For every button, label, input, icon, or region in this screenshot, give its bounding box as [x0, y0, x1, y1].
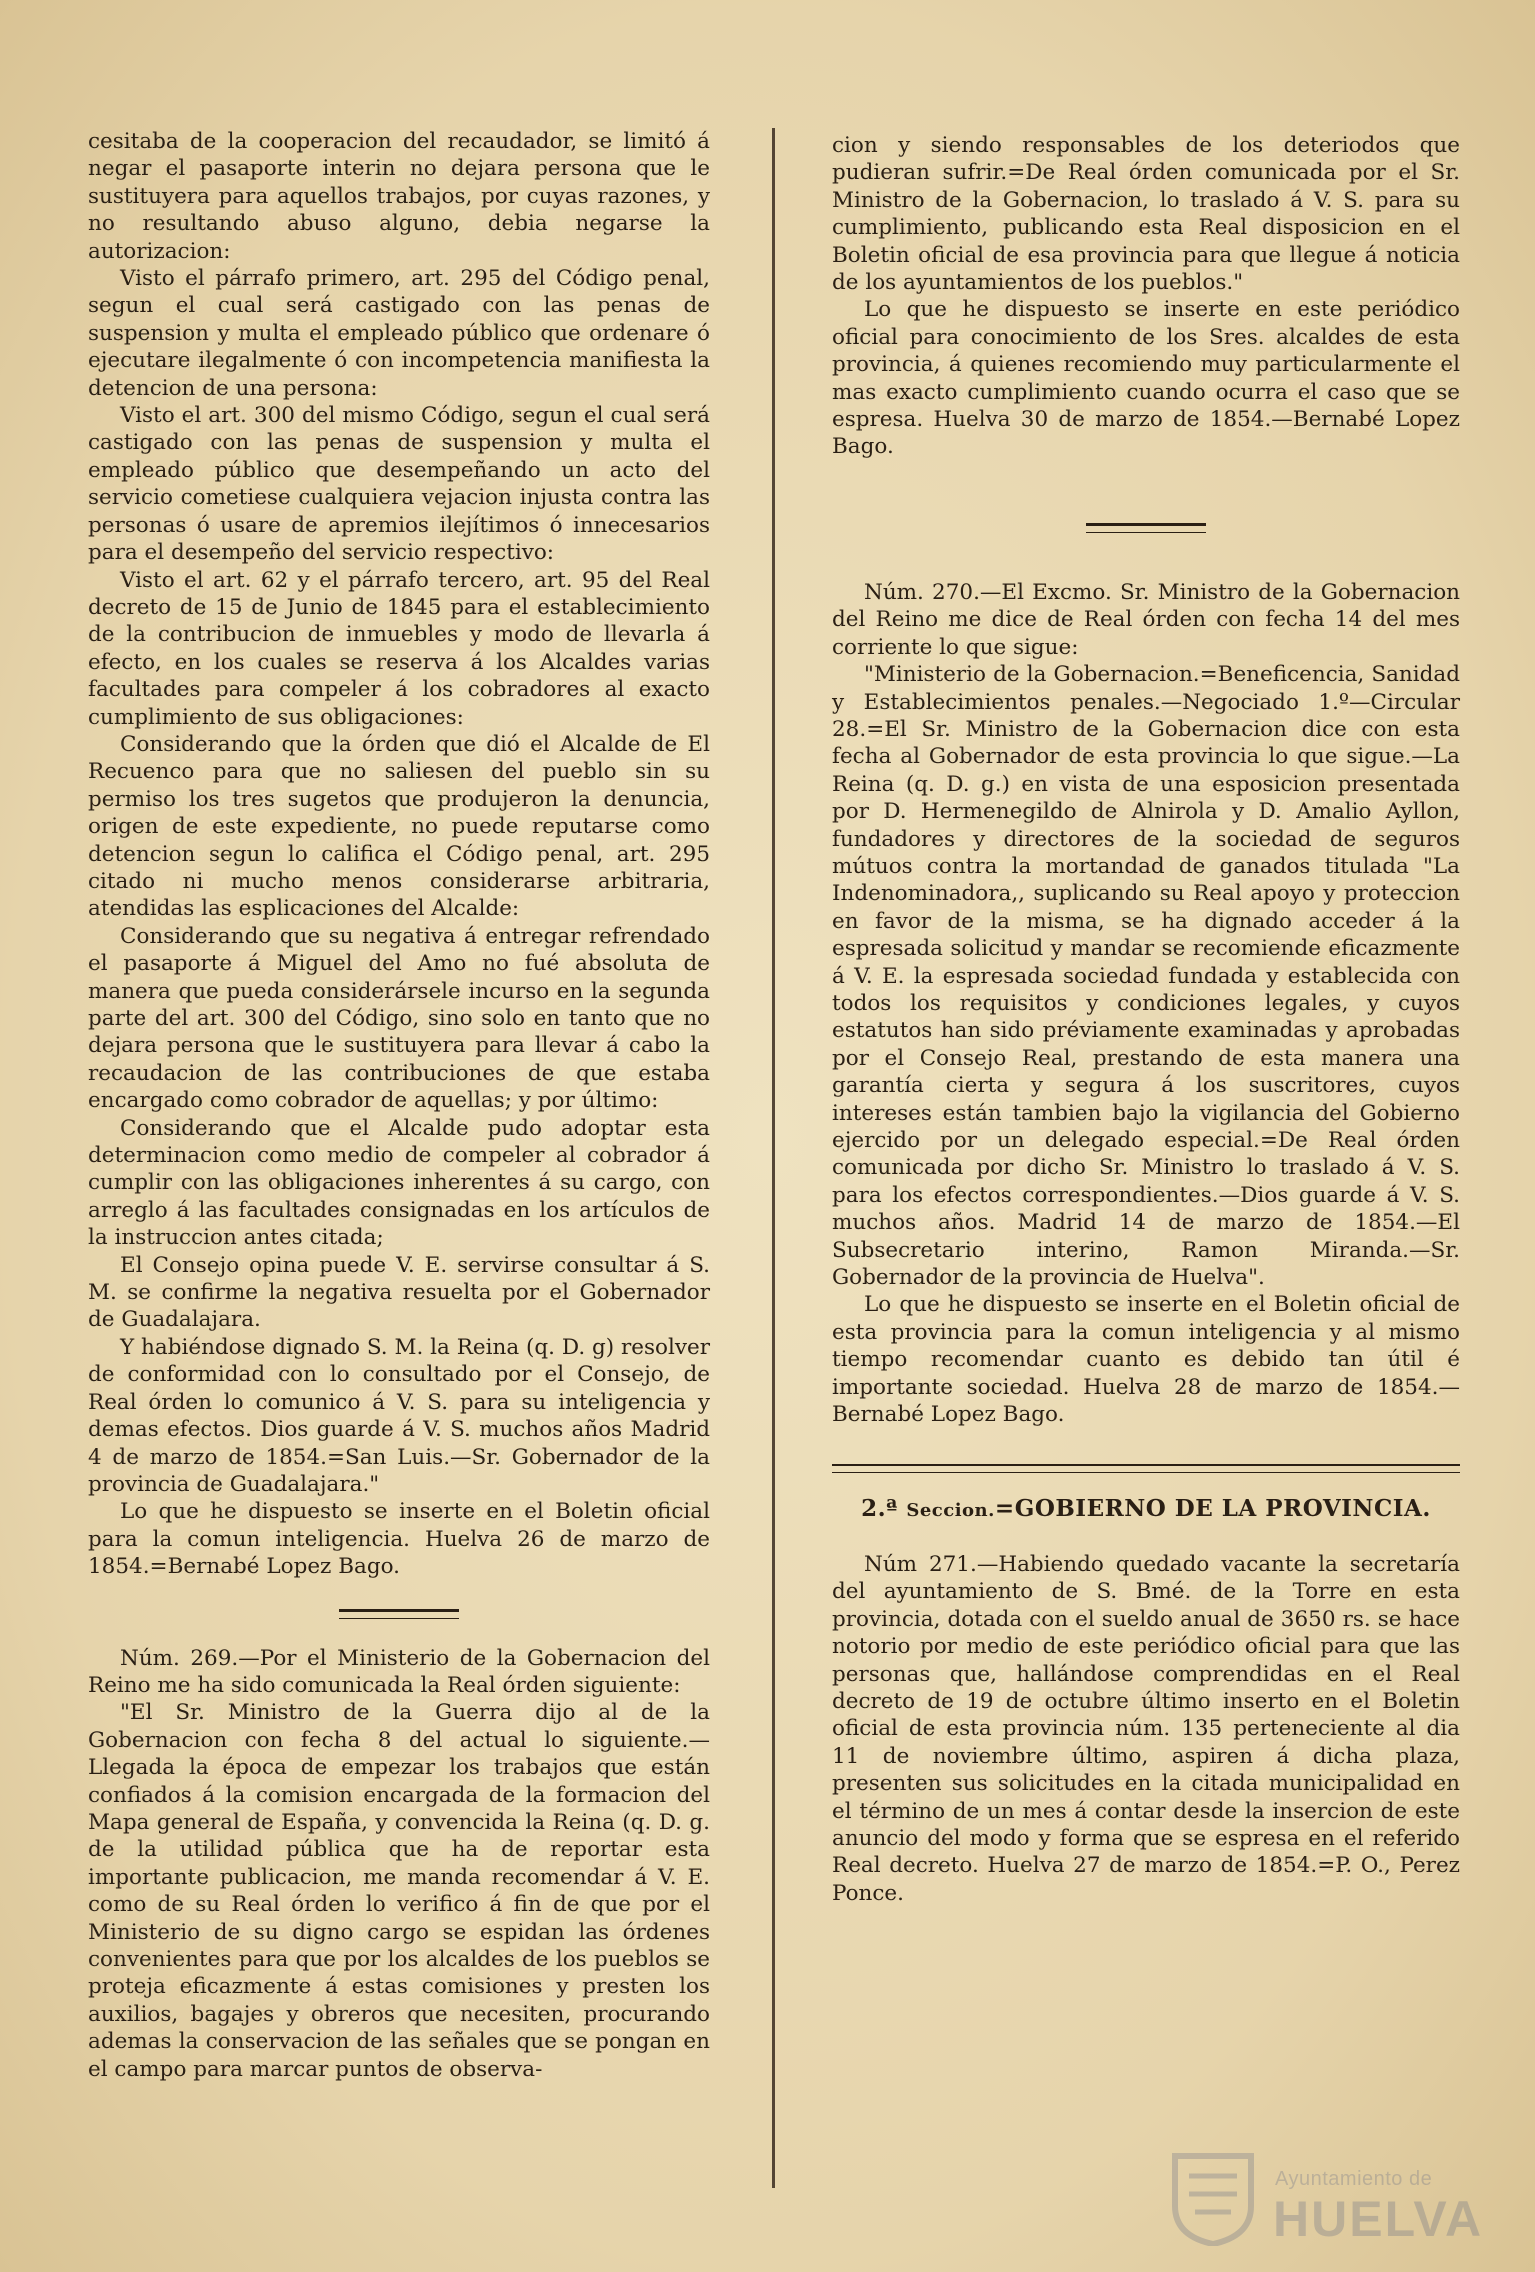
paragraph: Visto el art. 300 del mismo Código, segun el cual será castigado con las penas de suspension y multa el empleado público que desempeñando un acto del servicio cometiese cualquiera vejacion injusta contra las personas ó usare de apremios ilejítimos ó innecesarios para el desempeño del servicio respectivo:: [88, 403, 710, 566]
paragraph: Considerando que su negativa á entregar refrendado el pasaporte á Miguel del Amo no fué absoluta de manera que pueda considerársele incurso en la segunda parte del art. 300 del Código, sino solo en tanto que no dejara persona que le sustituyera para llevar á cabo la recaudacion de las contribuciones de que estaba encargado como cobrador de aquellas; y por último:: [88, 923, 710, 1114]
paragraph: Lo que he dispuesto se inserte en este periódico oficial para conocimiento de los Sres. alcaldes de esta provincia, á quienes recomiendo muy particularmente el mas exacto cumplimiento cuando ocurra el caso que se espresa. Huelva 30 de marzo de 1854.—Bernabé Lopez Bago.: [832, 297, 1460, 460]
paragraph: Considerando que la órden que dió el Alcalde de El Recuenco para que no saliesen del pueblo sin su permiso los tres sugetos que produjeron la denuncia, origen de este expediente, no puede reputarse como detencion segun lo califica el Código penal, art. 295 citado ni mucho menos considerarse arbitraria, atendidas las esplicaciones del Alcalde:: [88, 731, 710, 922]
left-column: [88, 128, 710, 2083]
city-seal-icon: [1165, 2146, 1261, 2246]
paragraph: Núm. 269.—Por el Ministerio de la Gobernacion del Reino me ha sido comunicada la Real órden siguiente:: [88, 1645, 710, 1698]
paragraph: cesitaba de la cooperacion del recaudador, se limitó á negar el pasaporte interin no dejara persona que le sustituyera para aquellos trabajos, por cuyas razones, y no resultando abuso alguno, debia negarse la autorizacion:: [88, 129, 710, 264]
section-rule: [832, 1464, 1460, 1466]
section-heading: [832, 1495, 1460, 1524]
section-separator: [1086, 523, 1206, 533]
paragraph: Núm. 270.—El Excmo. Sr. Ministro de la Gobernacion del Reino me dice de Real órden con fecha 14 del mes corriente lo que sigue:: [832, 579, 1460, 660]
paragraph: Visto el párrafo primero, art. 295 del Código penal, segun el cual será castigado con las penas de suspension y multa el empleado público que ordenare ó ejecutare ilegalmente ó con incompetencia manifiesta la detencion de una persona:: [88, 266, 710, 401]
paragraph: El Consejo opina puede V. E. servirse consultar á S. M. se confirme la negativa resuelta por el Gobernador de Guadalajara.: [88, 1252, 710, 1333]
paragraph: "Ministerio de la Gobernacion.=Beneficencia, Sanidad y Establecimientos penales.—Negociado 1.º—Circular 28.=El Sr. Ministro de la Gobernacion dice con esta fecha al Gobernador de esta provincia lo que sigue.—La Reina (q. D. g.) en vista de una esposicion presentada por D. Hermenegildo de Alnirola y D. Amalio Ayllon, fundadores y directores de la sociedad de seguros mútuos contra la mortandad de ganados titulada "La Indenominadora,, suplicando su Real apoyo y proteccion en favor de la misma, se ha dignado acceder á la espresada solicitud y mandar se recomiende eficazmente á V. E. la espresada sociedad fundada y establecida con todos los requisitos y condiciones legales, y cuyos estatutos han sido préviamente examinadas y aprobadas por el Consejo Real, prestando de esta manera una garantía cierta y segura á los suscritores, cuyos intereses están tambien bajo la vigilancia del Gobierno ejercido por un delegado especial.=De Real órden comunicada por dicho Sr. Ministro lo traslado á V. S. para los efectos correspondientes.—Dios guarde á V. S. muchos años. Madrid 14 de marzo de 1854.—El Subsecretario interino, Ramon Miranda.—Sr. Gobernador de la provincia de Huelva".: [832, 662, 1460, 1291]
column-divider: [772, 128, 775, 2188]
watermark-line1: Ayuntamiento de: [1275, 2168, 1433, 2190]
paragraph: cion y siendo responsables de los deteriodos que pudieran sufrir.=De Real órden comunicada por el Sr. Ministro de la Gobernacion, lo traslado á V. S. para su cumplimiento, publicando esta Real disposicion en el Boletin oficial de esa provincia para que llegue á noticia de los ayuntamientos de los pueblos.": [832, 133, 1460, 296]
paragraph: "El Sr. Ministro de la Guerra dijo al de la Gobernacion con fecha 8 del actual lo siguiente.—Llegada la época de empezar los trabajos que están confiados á la comision encargada de la formacion del Mapa general de España, y convencida la Reina (q. D. g. de la utilidad pública que ha de reportar esta importante publicacion, me manda recomendar á V. E. como de su Real órden lo verifico á fin de que por el Ministerio de su digno cargo se espidan las órdenes convenientes para que por los alcaldes de los pueblos se proteja eficazmente á estas comisiones y presten los auxilios, bagajes y obreros que necesiten, procurando ademas la conservacion de las señales que se pongan en el campo para marcar puntos de observa-: [88, 1700, 710, 2082]
archive-watermark: [1165, 2142, 1495, 2252]
paragraph: Lo que he dispuesto se inserte en el Boletin oficial para la comun inteligencia. Huelva 26 de marzo de 1854.=Bernabé Lopez Bago.: [88, 1499, 710, 1580]
section-rule: [832, 1472, 1460, 1473]
section-separator: [339, 1609, 459, 1619]
paragraph: Visto el art. 62 y el párrafo tercero, art. 95 del Real decreto de 15 de Junio de 1845 para el establecimiento de la contribucion de inmuebles y modo de llevarla á efecto, en los cuales se reserva á los Alcaldes varias facultades para compeler á los cobradores al exacto cumplimiento de sus obligaciones:: [88, 567, 710, 730]
paragraph: Lo que he dispuesto se inserte en el Boletin oficial de esta provincia para la comun inteligencia y al mismo tiempo recomendar cuanto es debido tan útil é importante sociedad. Huelva 28 de marzo de 1854.—Bernabé Lopez Bago.: [832, 1292, 1460, 1428]
section-word: Seccion.: [906, 1500, 995, 1522]
watermark-line2: HUELVA: [1273, 2191, 1484, 2247]
right-column: [832, 132, 1460, 1907]
section-number: 2.ª: [861, 1495, 898, 1523]
paragraph: Núm 271.—Habiendo quedado vacante la secretaría del ayuntamiento de S. Bmé. de la Torre en esta provincia, dotada con el sueldo anual de 3650 rs. se hace notorio por medio de este periódico oficial para que las personas que, hallándose comprendidas en el Real decreto de 19 de octubre último inserto en el Boletin oficial de esta provincia núm. 135 perteneciente al dia 11 de noviembre último, aspiren á dicha plaza, presenten sus solicitudes en la citada municipalidad en el término de un mes á contar desde la insercion de este anuncio del modo y forma que se espresa en el referido Real decreto. Huelva 27 de marzo de 1854.=P. O., Perez Ponce.: [832, 1551, 1460, 1906]
section-title: =GOBIERNO DE LA PROVINCIA.: [994, 1495, 1431, 1523]
paragraph: Considerando que el Alcalde pudo adoptar esta determinacion como medio de compeler al cobrador á cumplir con las obligaciones inherentes á su cargo, con arreglo á las facultades consignadas en los artículos de la instruccion antes citada;: [88, 1115, 710, 1251]
paragraph: Y habiéndose dignado S. M. la Reina (q. D. g) resolver de conformidad con lo consultado por el Consejo, de Real órden lo comunico á V. S. para su inteligencia y demas efectos. Dios guarde á V. S. muchos años Madrid 4 de marzo de 1854.=San Luis.—Sr. Gobernador de la provincia de Guadalajara.": [88, 1334, 710, 1497]
